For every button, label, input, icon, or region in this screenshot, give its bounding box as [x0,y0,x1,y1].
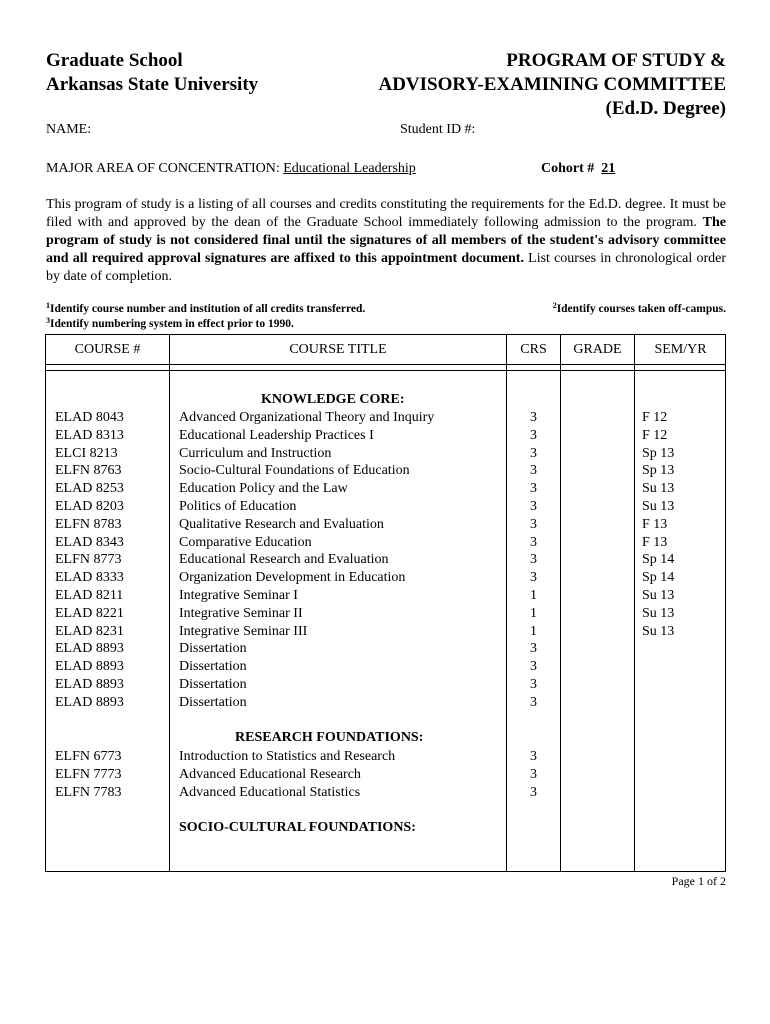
cell-title: Integrative Seminar I [179,587,298,603]
cell-crs: 3 [530,445,537,461]
school-name: Graduate School [46,50,183,71]
cell-crs: 3 [530,516,537,532]
knowledge-title-column [179,409,434,712]
cell-course: ELFN 8773 [55,552,122,568]
cell-semyr: Su 13 [642,481,675,497]
cell-crs: 3 [530,410,537,425]
major-value: Educational Leadership [283,161,416,176]
cell-course: ELAD 8231 [55,623,124,639]
knowledge-semyr-column [642,409,674,712]
cell-crs: 3 [530,427,537,443]
table-divider [634,335,635,871]
major-field [46,161,416,177]
major-label: MAJOR AREA OF CONCENTRATION: [46,161,280,176]
cohort-label: Cohort # [541,161,595,176]
cell-grade [561,623,634,641]
form-title-line1: PROGRAM OF STUDY & [506,50,726,71]
cell-crs: 3 [530,766,537,782]
cell-course: ELCI 8213 [55,445,118,461]
cell-grade [561,676,634,694]
cell-crs: 3 [530,498,537,514]
cell-title: Comparative Education [179,534,312,550]
cell-course: ELAD 8043 [55,410,124,425]
cell-grade [561,480,634,498]
cell-course: ELAD 8893 [55,641,124,657]
course-table [45,334,726,872]
cell-course: ELFN 6773 [55,749,122,764]
cell-title: Advanced Organizational Theory and Inquiry [179,410,435,425]
col-header-crs: CRS [520,342,547,357]
intro-paragraph [46,196,726,286]
cell-grade [561,766,634,784]
col-header-course: COURSE # [74,342,141,357]
cell-grade [561,534,634,552]
cell-title: Qualitative Research and Evaluation [179,516,384,532]
section-research-foundations: RESEARCH FOUNDATIONS: [235,730,424,745]
cell-semyr [642,658,674,676]
footnote-3-text: Identify numbering system in effect prior to 1990. [50,318,294,330]
cell-course: ELAD 8253 [55,481,124,497]
cell-semyr: Su 13 [642,498,675,514]
cell-course: ELAD 8893 [55,659,124,675]
cell-semyr [642,640,674,658]
cell-course: ELFN 7783 [55,784,122,800]
cell-semyr: F 12 [642,410,668,425]
footnote-1-mark: 1 [46,301,50,310]
footnote-1 [46,303,365,315]
intro-bold-text: The program of study is not considered final until the signatures of all members of the student's advisory committee and all required approval signatures are affixed to this appointment document. [46,215,726,266]
cell-crs: 3 [530,659,537,675]
cell-course: ELAD 8333 [55,570,124,586]
cell-crs: 3 [530,463,537,479]
cell-course: ELAD 8343 [55,534,124,550]
section-socio-cultural: SOCIO-CULTURAL FOUNDATIONS: [179,820,416,835]
cell-crs: 1 [530,587,537,603]
cell-grade [561,427,634,445]
cell-semyr: Sp 13 [642,463,675,479]
col-header-semyr: SEM/YR [654,342,707,357]
cell-semyr: Su 13 [642,605,675,621]
cell-course: ELAD 8203 [55,498,124,514]
cell-semyr: F 13 [642,534,668,550]
form-title-line3: (Ed.D. Degree) [605,98,726,119]
cell-title: Educational Leadership Practices I [179,427,374,443]
cell-title: Politics of Education [179,498,297,514]
cell-grade [561,658,634,676]
cell-title: Introduction to Statistics and Research [179,749,396,764]
page-number: Page 1 of 2 [671,874,726,888]
cell-grade [561,409,634,427]
cell-course: ELAD 8221 [55,605,124,621]
cell-crs: 3 [530,749,537,764]
cell-grade [561,605,634,623]
table-divider [169,335,170,871]
cell-course: ELAD 8313 [55,427,124,443]
cell-semyr [642,694,674,712]
research-course-column [55,748,122,801]
cell-crs: 3 [530,641,537,657]
cell-grade [561,498,634,516]
cell-title: Curriculum and Instruction [179,445,332,461]
cell-course: ELAD 8211 [55,587,124,603]
cell-title: Educational Research and Evaluation [179,552,389,568]
cell-title: Education Policy and the Law [179,481,348,497]
cell-course: ELFN 8763 [55,463,122,479]
cell-semyr: Su 13 [642,623,675,639]
research-crs-column [507,748,560,801]
research-title-column [179,748,395,801]
cell-grade [561,569,634,587]
cell-course: ELFN 7773 [55,766,122,782]
intro-text-2: List courses in chronological order by date of completion. [46,251,726,284]
table-divider [46,370,725,371]
knowledge-crs-column [507,409,560,712]
footnote-3 [46,318,294,330]
cell-crs: 3 [530,694,537,710]
cell-crs: 1 [530,605,537,621]
knowledge-grade-column [561,409,634,712]
cell-title: Advanced Educational Statistics [179,784,361,800]
footnote-2-text: Identify courses taken off-campus. [556,303,726,315]
intro-text-1: This program of study is a listing of all courses and credits constituting the requirements for the Ed.D. degree. It must be filed with and approved by the dean of the Graduate School immediately following admission to the program. [46,197,726,230]
cell-title: Integrative Seminar II [179,605,303,621]
research-grade-column [561,748,634,801]
cell-semyr: Sp 14 [642,570,675,586]
col-header-grade: GRADE [573,342,622,357]
cell-course: ELFN 8783 [55,516,122,532]
footnote-3-mark: 3 [46,316,50,325]
name-label: NAME: [46,122,92,137]
cell-grade [561,445,634,463]
cell-crs: 3 [530,552,537,568]
cell-grade [561,587,634,605]
cell-semyr: Su 13 [642,587,675,603]
footnote-1-text: Identify course number and institution of all credits transferred. [50,303,366,315]
cell-course: ELAD 8893 [55,694,124,710]
cell-grade [561,784,634,802]
footnote-2 [553,303,726,315]
cell-crs: 1 [530,623,537,639]
cell-semyr: Sp 13 [642,445,675,461]
student-id-label: Student ID #: [400,122,476,137]
cell-title: Integrative Seminar III [179,623,308,639]
col-header-title: COURSE TITLE [289,342,387,357]
cell-grade [561,748,634,766]
cell-title: Dissertation [179,641,247,657]
cell-crs: 3 [530,534,537,550]
cell-title: Organization Development in Education [179,570,406,586]
cell-title: Advanced Educational Research [179,766,361,782]
cell-crs: 3 [530,481,537,497]
cell-title: Socio-Cultural Foundations of Education [179,463,410,479]
cohort-value: 21 [601,161,616,176]
cell-semyr: F 13 [642,516,668,532]
cell-semyr: Sp 14 [642,552,675,568]
cell-crs: 3 [530,784,537,800]
cell-grade [561,640,634,658]
cell-grade [561,551,634,569]
cell-title: Dissertation [179,659,247,675]
cell-course: ELAD 8893 [55,676,124,692]
cell-crs: 3 [530,676,537,692]
footnote-2-mark: 2 [552,301,557,310]
cell-title: Dissertation [179,676,247,692]
cohort-field [541,161,615,177]
cell-grade [561,462,634,480]
cell-semyr: F 12 [642,427,668,443]
knowledge-course-column [55,409,124,712]
section-knowledge-core: KNOWLEDGE CORE: [261,392,405,407]
form-title-line2: ADVISORY-EXAMINING COMMITTEE [378,74,726,95]
cell-grade [561,694,634,712]
cell-crs: 3 [530,570,537,586]
cell-grade [561,516,634,534]
table-divider [46,364,725,365]
cell-semyr [642,676,674,694]
cell-title: Dissertation [179,694,247,710]
university-name: Arkansas State University [46,74,259,95]
